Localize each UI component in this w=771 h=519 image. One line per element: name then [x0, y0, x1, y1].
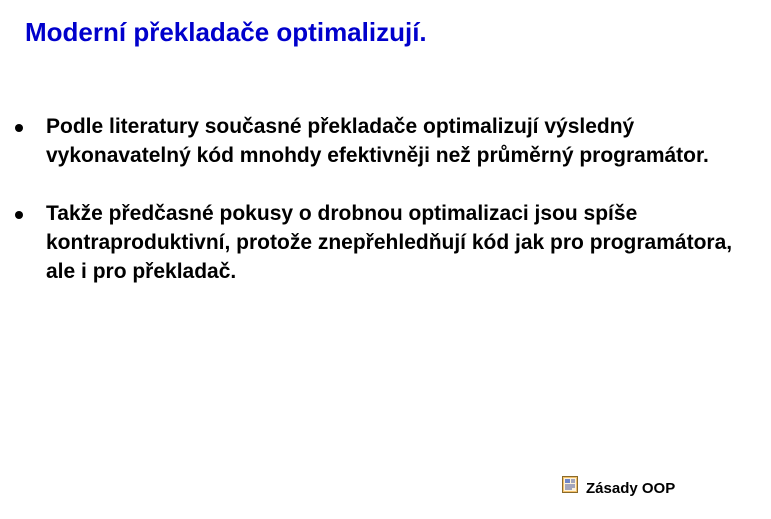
footer-link[interactable]	[562, 480, 675, 497]
bullet-dot-icon	[15, 124, 23, 132]
bullet-text-1: Podle literatury současné překladače optimalizují výsledný vykonavatelný kód mnohdy efektivněji než průměrný programátor.	[46, 115, 709, 167]
footer-label[interactable]: Zásady OOP	[586, 480, 676, 497]
bullet-item-1	[15, 112, 735, 170]
bullet-dot-icon	[15, 211, 23, 219]
bullet-text-2: Takže předčasné pokusy o drobnou optimalizaci jsou spíše kontraproduktivní, protože znepřehledňují kód jak pro programátora, ale i pro překladač.	[46, 202, 733, 283]
bullet-item-2	[15, 199, 735, 286]
document-icon[interactable]	[562, 476, 578, 493]
slide-title: Moderní překladače optimalizují.	[25, 17, 427, 47]
bullet-list	[15, 112, 735, 315]
